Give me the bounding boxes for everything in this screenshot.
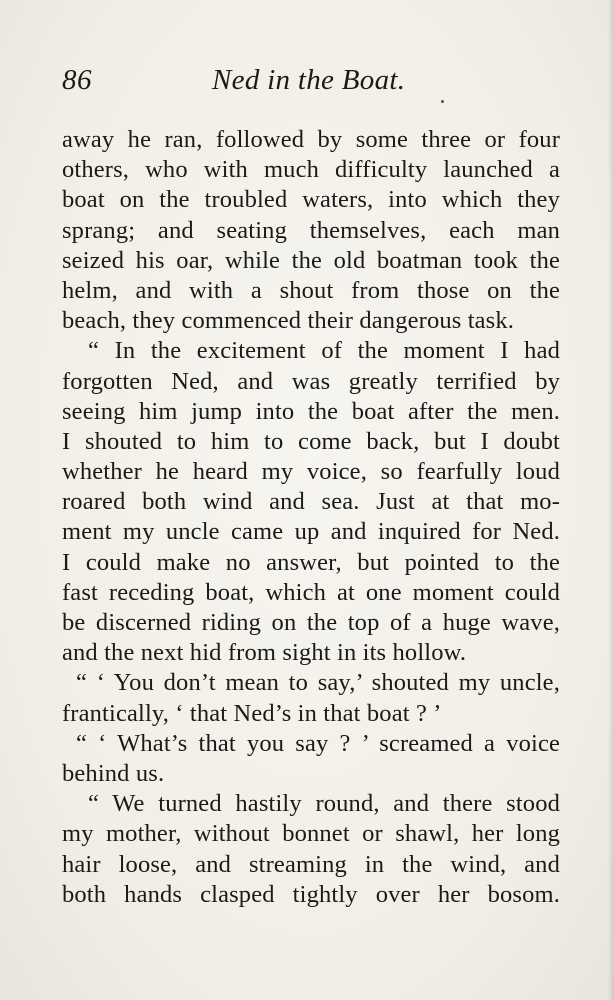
- text-line: “ In the excitement of the moment I had: [88, 337, 560, 365]
- page-header: [62, 64, 560, 104]
- text-line: seized his oar, while the old boatman took the: [62, 246, 560, 274]
- text-line: seeing him jump into the boat after the men.: [62, 397, 560, 425]
- text-line: frantically, ‘ that Ned’s in that boat ? ’: [62, 699, 442, 727]
- page-edge-shadow: [608, 0, 614, 1000]
- text-line: ment my uncle came up and inquired for Ned.: [62, 518, 560, 546]
- text-line: “ We turned hastily round, and there stood: [88, 790, 560, 818]
- text-line: roared both wind and sea. Just at that mo-: [62, 488, 560, 516]
- body-text: [62, 125, 560, 910]
- text-line: boat on the troubled waters, into which they: [62, 186, 560, 214]
- text-line: away he ran, followed by some three or four: [62, 126, 560, 153]
- text-line: and the next hid from sight in its hollow.: [62, 639, 467, 667]
- text-line: I could make no answer, but pointed to the: [62, 548, 560, 576]
- text-line: my mother, without bonnet or shawl, her long: [62, 820, 560, 848]
- text-line: “ ‘ You don’t mean to say,’ shouted my uncle,: [76, 669, 560, 697]
- text-line: forgotten Ned, and was greatly terrified by: [62, 367, 560, 395]
- text-line: I shouted to him to come back, but I doubt: [62, 427, 560, 455]
- running-title: Ned in the Boat.: [212, 64, 406, 96]
- text-line: others, who with much difficulty launched a: [62, 156, 560, 184]
- text-line: hair loose, and streaming in the wind, and: [62, 850, 560, 878]
- text-line: be discerned riding on the top of a huge wave,: [62, 609, 560, 636]
- text-line: both hands clasped tightly over her bosom.: [62, 880, 560, 908]
- text-line: “ ‘ What’s that you say ? ’ screamed a voice: [76, 729, 560, 757]
- text-line: beach, they commenced their dangerous task.: [62, 307, 515, 335]
- print-speck: [441, 100, 444, 103]
- page-number: 86: [62, 64, 92, 96]
- text-line: helm, and with a shout from those on the: [62, 276, 560, 304]
- text-line: whether he heard my voice, so fearfully loud: [62, 458, 560, 486]
- text-line: behind us.: [62, 759, 165, 787]
- text-line: fast receding boat, which at one moment could: [62, 578, 560, 606]
- text-line: sprang; and seating themselves, each man: [62, 216, 560, 244]
